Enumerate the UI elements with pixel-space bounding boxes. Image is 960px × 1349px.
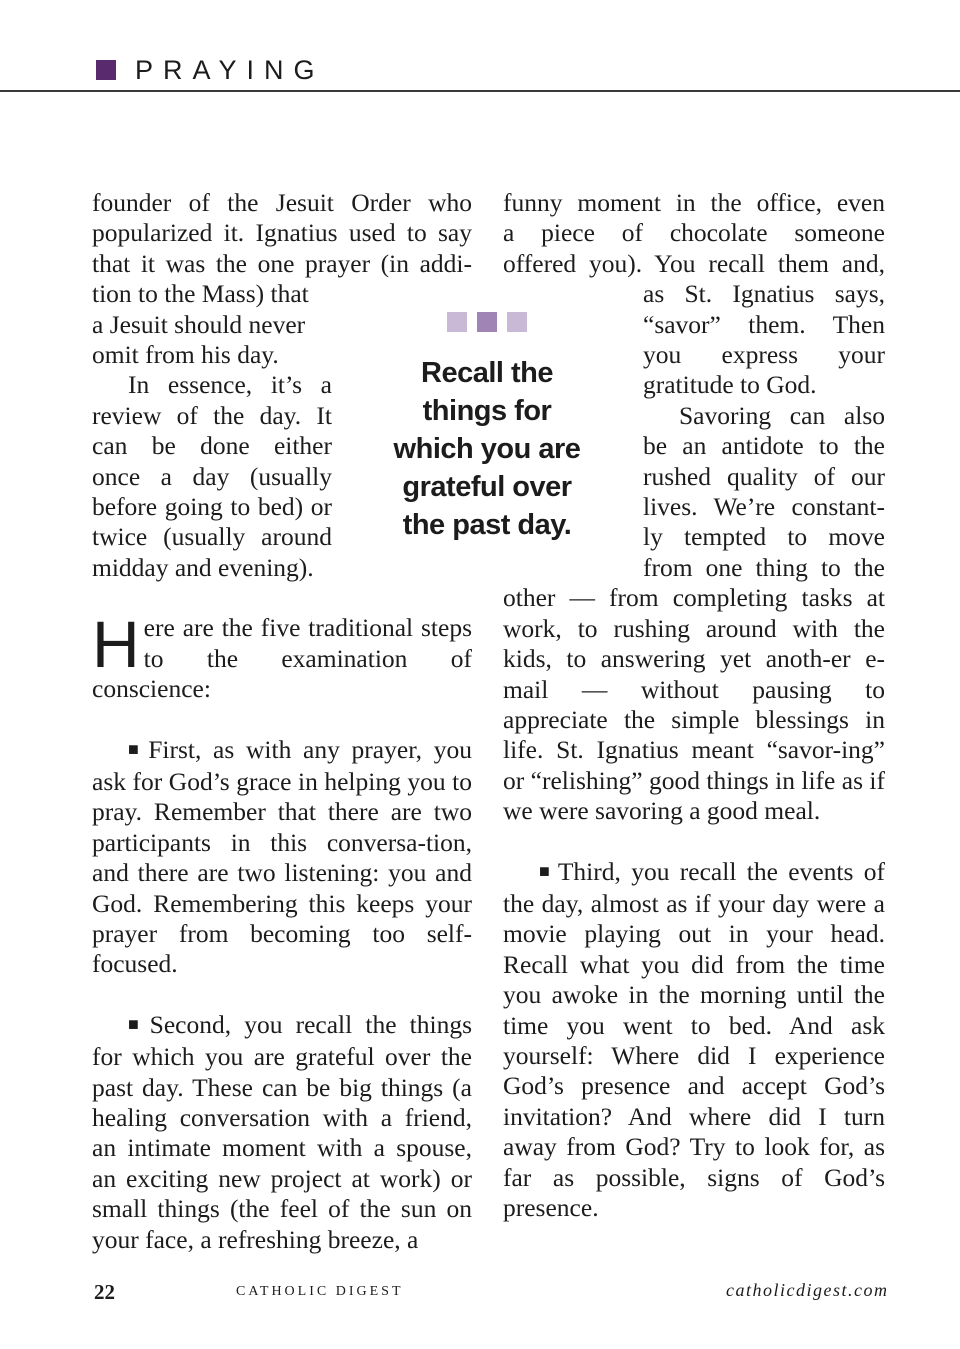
text-line: popularized it. Ignatius used to say	[92, 218, 472, 248]
text-line: In essence, it’s a	[128, 370, 332, 400]
text-line: once a day (usually	[92, 461, 332, 491]
text-line: tion to the Mass) that	[92, 279, 309, 309]
text-line: from one thing to the	[643, 552, 885, 582]
magazine-name: CATHOLIC DIGEST	[236, 1284, 404, 1299]
pull-quote-text: Recall the things for which you are grateful over the past day.	[393, 357, 581, 541]
text-line: you express your	[643, 340, 885, 370]
text-line: funny moment in the office, even	[503, 188, 885, 217]
text-line: midday and evening).	[92, 552, 314, 582]
page-number: 22	[94, 1280, 115, 1304]
section-marker-square	[96, 60, 116, 80]
decor-square	[477, 312, 497, 332]
wrapped-text-block	[92, 279, 332, 583]
savoring-paragraph: other — from completing tasks at work, to rushing around with the kids, to answering yet anoth-er e-mail — without pausing to appreciate the simple blessings in life. St. Ignatius meant “savor-ing” or “relishing” good things in life as if we were savoring a good meal.	[503, 583, 885, 826]
page-header	[0, 0, 960, 92]
text-line: lives. We’re constant-	[643, 492, 885, 522]
text-line: gratitude to God.	[643, 370, 817, 400]
step-three-paragraph: ■ Third, you recall the events of the day, almost as if your day were a movie playing out in your head. Recall what you did from the time you awoke in the morning until the time you went to bed. And ask yourself: Where did I experience God’s presence and accept God’s invitation? And where did I turn away from God? Try to look for, as far as possible, signs of God’s presence.	[503, 856, 885, 1222]
text-line: ly tempted to move	[643, 522, 885, 552]
step-one-paragraph: ■ First, as with any prayer, you ask for God’s grace in helping you to pray. Remember that there are two participants in this conversa-tion, and there are two listening: you and God. Remembering this keeps your prayer from becoming too self-focused.	[92, 734, 472, 979]
steps-intro-paragraph: Here are the five traditional steps to the examination of conscience:	[92, 607, 472, 704]
text-line: can be done either	[92, 431, 332, 461]
text-line: founder of the Jesuit Order who	[92, 188, 472, 217]
text-line: omit from his day.	[92, 340, 279, 370]
text-line: rushed quality of our	[643, 461, 885, 491]
text-line: “savor” them. Then	[643, 309, 885, 339]
text-line: as St. Ignatius says,	[643, 279, 885, 309]
step-two-paragraph: ■ Second, you recall the things for which you are grateful over the past day. These can be big things (a healing conversation with a friend, an intimate moment with a spouse, an exciting new project at work) or small things (the feel of the sun on your face, a refreshing breeze, a	[92, 1009, 472, 1254]
square-bullet-icon: ■	[539, 860, 554, 881]
right-column	[503, 188, 885, 1223]
text-line: twice (usually around	[92, 522, 332, 552]
text-line: that it was the one prayer (in addi-	[92, 248, 472, 278]
section-title: PRAYING	[135, 55, 325, 85]
decor-square	[447, 312, 467, 332]
website-url: catholicdigest.com	[726, 1280, 889, 1300]
header-divider	[0, 90, 960, 92]
square-bullet-icon: ■	[128, 738, 145, 759]
text-line: before going to bed) or	[92, 492, 332, 522]
text-line: be an antidote to the	[643, 431, 885, 461]
text-line: a Jesuit should never	[92, 309, 306, 339]
wrapped-text-block	[643, 279, 885, 583]
text-line: review of the day. It	[92, 400, 332, 430]
text-line: Savoring can also	[679, 400, 885, 430]
square-bullet-icon: ■	[128, 1013, 146, 1034]
text-line: offered you). You recall them and,	[503, 248, 885, 278]
text-line: a piece of chocolate someone	[503, 218, 885, 248]
drop-cap: H	[92, 607, 140, 682]
